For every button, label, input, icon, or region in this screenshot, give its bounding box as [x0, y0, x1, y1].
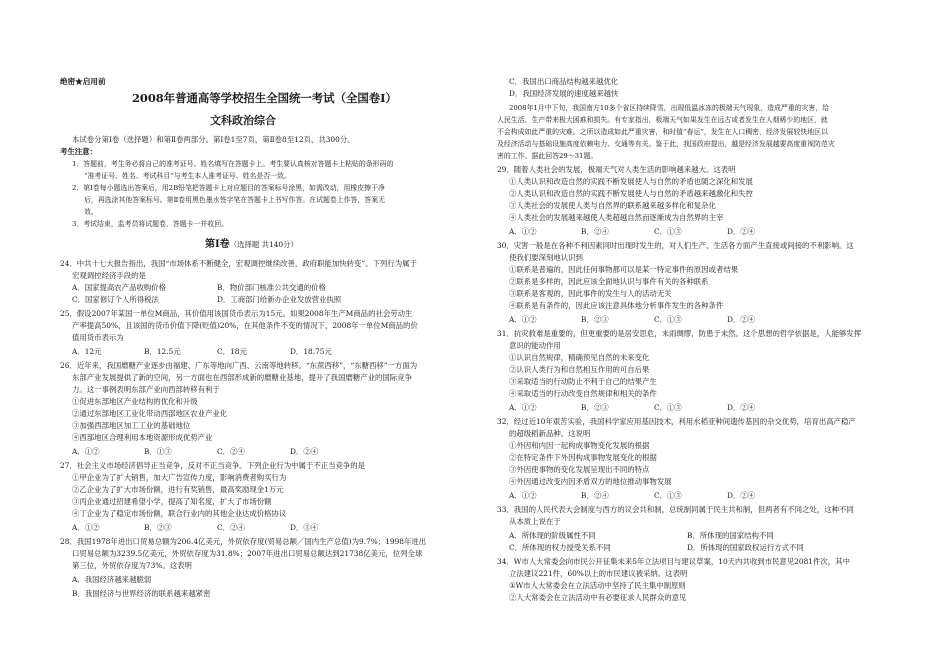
- q26-stem: 力。这一事例表明东部产业向西部转移有利于: [72, 385, 220, 394]
- q34-item: ①W市人大常委会在立法活动中坚持了民主集中制原则: [509, 581, 686, 590]
- exam-subtitle: 文科政治综合: [210, 114, 276, 127]
- q32-item: ③外因使事物的变化发展呈现出不同的特点: [509, 465, 650, 474]
- option-a: A．我国经济越来越脆弱: [72, 575, 152, 584]
- option-d: D．我国经济发展的速度越来越快: [509, 89, 619, 98]
- option-c: C．所体现的权力授受关系不同: [509, 543, 611, 552]
- option-d: D．工商部门给新办企业发放营业执照: [217, 295, 342, 304]
- option-b: B．①③: [144, 447, 172, 456]
- q24-stem: 宏观调控经济手段的是: [72, 271, 146, 280]
- option-c: C．①③: [654, 227, 682, 236]
- option-d: D．②④: [727, 403, 756, 412]
- option-d: D．②④: [727, 315, 756, 324]
- q34-stem: 34．W市人大常委会向市民公开征集未来5年立法项目与建议草案，10天内共收到市民意见2081件次，其中: [497, 557, 850, 566]
- option-d: D．③④: [290, 523, 319, 532]
- q32-item: ①外因和内因一起构成事物变化发展的根据: [509, 441, 650, 450]
- option-a: A．①②: [509, 491, 537, 500]
- q29-item: ②人类认识和改造自然的实践不断发展使人与自然的矛盾越来越激化和失控: [509, 189, 753, 198]
- option-d: D．所体现的国家政权运行方式不同: [687, 543, 804, 552]
- q26-item: ②通过东部地区工业化带动西部地区农业产业化: [72, 409, 228, 418]
- note-line: 3．考试结束，监考员将试题卷、答题卡一并收回。: [72, 220, 228, 228]
- option-c: C．①③: [654, 403, 682, 412]
- q34-item: ②人大常委会在立法活动中有必要征求人民群众的意见: [509, 593, 687, 602]
- q27-item: ②乙企业为了扩大市场份额，进行有奖销售，最高奖励现金1万元: [72, 485, 284, 494]
- option-a: A．①②: [509, 315, 537, 324]
- option-a: A．①②: [72, 523, 100, 532]
- q31-item: ③采取适当的行动防止不利于自己的结果产生: [509, 377, 657, 386]
- option-c: C．①③: [654, 491, 682, 500]
- note-line: 后，再选涂其他答案标号。第Ⅱ卷用黑色墨水签字笔在答题卡上书写作答。在试题卷上作答，答案无: [84, 196, 385, 204]
- q31-stem: 31．抗灾救难是重要的，但更重要的是居安思危，未雨绸缪，防患于未然。这个思想的哲学依据是，人能够发挥: [497, 329, 862, 338]
- notes-heading: 考生注意：: [60, 147, 97, 156]
- q34-stem: 立法建议221件，60%以上的市民建议被采纳。这表明: [509, 569, 688, 578]
- option-c: C．②④: [217, 447, 245, 456]
- option-a: A．国家提高农产品收购价格: [72, 283, 167, 292]
- q27-item: ③丙企业通过招建希望小学，提高了知名度，扩大了市场份额: [72, 497, 272, 506]
- option-d: D．②④: [727, 227, 756, 236]
- option-b: B．物价部门核准公共交通的价格: [217, 283, 326, 292]
- q33-stem: 33．我国的人民代表大会制度与西方的议会共和制，总统制同属于民主共和制，但两者有不同之处，这种不同: [497, 505, 854, 514]
- q31-stem: 意识的能动作用: [509, 341, 561, 350]
- option-b: B．②③: [581, 315, 609, 324]
- option-c: C．①③: [654, 315, 682, 324]
- option-c: C．②④: [217, 523, 245, 532]
- passage-line: 害的工作。据此回答29～31题。: [497, 152, 598, 160]
- q30-item: ①联系是普遍的，因此任何事物都可以是某一特定事件的原因或者结果: [509, 265, 739, 274]
- exam-intro: 本试卷分第Ⅰ卷（选择题）和第Ⅱ卷两部分。第Ⅰ卷1至7页，第Ⅱ卷8至12页，共300分。: [72, 135, 355, 144]
- note-line: 效。: [84, 208, 98, 216]
- q29-item: ③人类社会的发展使人类与自然界的联系越来越多样化和复杂化: [509, 201, 716, 210]
- section-title: [205, 238, 298, 252]
- option-b: B．②④: [581, 491, 609, 500]
- q30-item: ④联系是有条件的，因此应该注意具体地分析事件发生的各种条件: [509, 301, 724, 310]
- q29-item: ④人类社会的发展越来越使人类超越自然而逐渐成为自然界的主宰: [509, 213, 724, 222]
- q31-item: ②认识人类行为和自然相互作用的可自后果: [509, 365, 650, 374]
- option-b: B．②③: [581, 403, 609, 412]
- option-b: B．我国经济与世界经济的联系越来越紧密: [72, 589, 211, 598]
- q28-stem: 口贸易总额为3239.5亿美元，外贸依存度为31.8%；2007年进出口贸易总额达到21738亿美元，位列全球: [72, 549, 423, 558]
- q33-stem: 从本质上说在于: [509, 517, 561, 526]
- q26-stem: 26．近年来，我国磨糖产业逐步由福建、广东等地向广西、云南等地转移。“东蔗西移”，“东糖西移”一方面为: [60, 361, 418, 370]
- q32-stem: 32．经过近10年艰苦实验，我国科学家应用基因技术，利用水稻亚种间遗传基因的杂交优势，培育出高产稳产: [497, 417, 856, 426]
- option-a: A．①②: [72, 447, 100, 456]
- q24-stem: 24．中共十七大报告指出，我国“市场体系不断健全，宏观调控继续改善，政府职能加快转变”。下列行为属于: [60, 259, 417, 268]
- q27-item: ①甲企业为了扩大销售，加大广告宣传力度，影响消费者购买行为: [72, 473, 287, 482]
- passage-line: 2008年1月中下旬，我国南方10多个省区持续降雪，出现低温冰冻的极端天气现象，造成严重的灾害，给: [509, 104, 830, 112]
- q26-stem: 东部产业发展提供了新的空间，另一方面也在西部形成新的磨糖业基地，提升了我国磨糖产业的国际竞争: [72, 373, 412, 382]
- q25-stem: 值用货币表示为: [72, 333, 124, 342]
- q30-stem: 使我们要深刻地认识到: [509, 253, 583, 262]
- option-b: B．②④: [581, 227, 609, 236]
- passage-line: 不会构成如此严重的灾难。之所以造成如此严重灾害，和时值“春运”，发生在人口稠密、经济发展较快地区以: [497, 128, 828, 136]
- q32-stem: 的超级稻新品种。这说明: [509, 429, 591, 438]
- option-a: A．所体现的阶级属性不同: [509, 531, 596, 540]
- q25-stem: 产率提高50%，且该国的货币价值下降(贬值)20%，在其他条件不变的情况下，2008年一单位M商品的价: [72, 321, 418, 330]
- option-b: B．所体现的国家结构不同: [687, 531, 774, 540]
- option-c: C．18元: [217, 347, 247, 356]
- option-d: D．18.75元: [290, 347, 332, 356]
- note-line: 2．第Ⅰ卷每小题选出答案后，用2B铅笔把答题卡上对应题目的答案标号涂黑，如需改动，用橡皮擦干净: [72, 184, 385, 192]
- exam-title: 2008年普通高等学校招生全国统一考试（全国卷Ⅰ）: [132, 91, 397, 105]
- section-title-sub: （选择题 共140分）: [229, 240, 298, 249]
- confidential-label: 绝密★启用前: [60, 77, 106, 86]
- note-line: 1．答题前，考生务必将自己的准考证号、姓名填写在答题卡上。考生要认真核对答题卡上粘贴的条形码的: [72, 160, 394, 168]
- q28-stem: 第三位，外贸依存度为73%。这表明: [72, 561, 192, 570]
- q25-stem: 25．假设2007年某国一单位M商品，其价值用该国货币表示为15元。如果2008年生产M商品的社会劳动生: [60, 309, 413, 318]
- q26-item: ④西部地区合理利用本地资源形成优势产业: [72, 433, 213, 442]
- q29-item: ①人类认识和改造自然的实践不断发展使人与自然的矛盾也随之深化和发展: [509, 177, 753, 186]
- note-line: “准考证号、姓名、考试科目”与考生本人准考证号、姓名是否一致。: [84, 172, 291, 180]
- option-a: A．①②: [509, 227, 537, 236]
- passage-line: 人民生活、生产带来极大困难和损失。有专家指出，极端天气如果发生在远古或者发生在人烟稀少的地区，就: [497, 116, 828, 124]
- option-c: C．我国出口商品结构越来越优化: [509, 77, 619, 86]
- q27-item: ④丁企业为了稳定市场份额，联合行业内的其他企业达成价格协议: [72, 509, 287, 518]
- passage-line: 及经济活动与基础设施高度依赖电力、交通等有关。鉴于此，我国政府提出，越是经济发展越要高度重视防范灾: [497, 140, 835, 148]
- q26-item: ①促进东部地区产业结构的优化和升级: [72, 397, 198, 406]
- q29-stem: 29．随着人类社会的发展，极端天气对人类生活的影响越来越大。这表明: [497, 165, 736, 174]
- option-c: C．国家修订个人所得税法: [72, 295, 159, 304]
- q32-item: ④外因通过改变内因矛盾双方的地位推动事物发展: [509, 477, 672, 486]
- q28-stem: 28．我国1978年进出口贸易总额为206.4亿美元，外贸依存度(贸易总额／国内生产总值)为9.7%；1998年进出: [60, 537, 427, 546]
- option-d: D．②④: [290, 447, 319, 456]
- q31-item: ④采取适当的行动改变自然规律和相关的条件: [509, 389, 657, 398]
- option-d: D．②④: [727, 491, 756, 500]
- q31-item: ①认识自然规律，精确预见自然的未来变化: [509, 353, 650, 362]
- q30-item: ③联系是客观的，因此事件的发生与人的活动无关: [509, 289, 672, 298]
- option-a: A．12元: [72, 347, 102, 356]
- q26-item: ③加强西部地区加工工业的基础地位: [72, 421, 191, 430]
- q27-stem: 27．社会主义市场经济倡导正当竞争，反对不正当竞争。下列企业行为中属于不正当竞争的是: [60, 461, 366, 470]
- option-a: A．①②: [509, 403, 537, 412]
- option-b: B．②③: [144, 523, 172, 532]
- q30-stem: 30．灾害一般是在各种不利因素同时出现时发生的，对人们生产、生活各方面产生直接或间接的不利影响。这: [497, 241, 854, 250]
- q32-item: ②在特定条件下外因构成事物发展变化的根据: [509, 453, 657, 462]
- option-b: B．12.5元: [144, 347, 181, 356]
- section-title-main: 第Ⅰ卷: [205, 239, 230, 250]
- q30-item: ②联系是多样的，因此应该全面地认识与事件有关的各种联系: [509, 277, 709, 286]
